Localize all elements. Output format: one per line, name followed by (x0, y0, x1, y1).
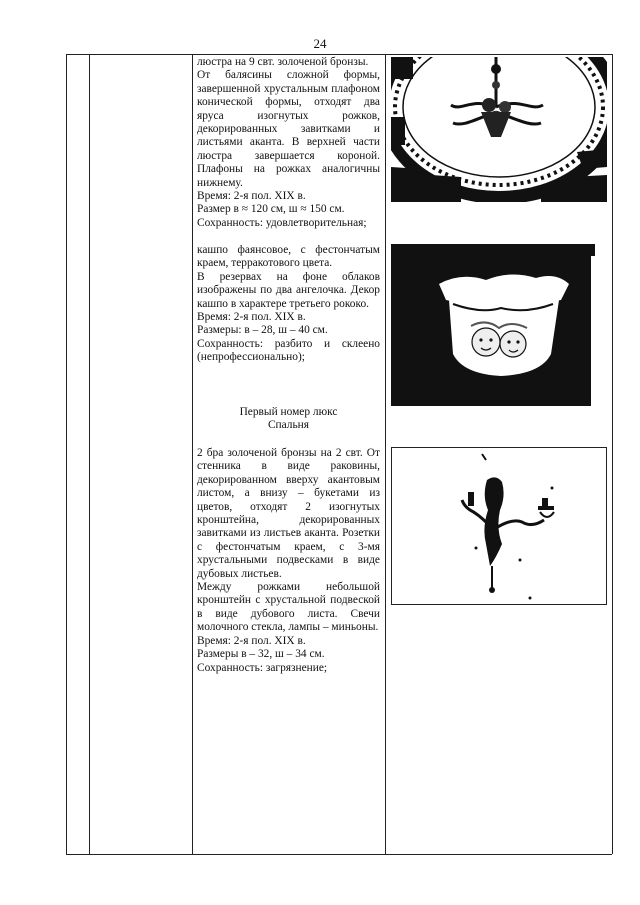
entry-line: Размер в ≈ 120 см, ш ≈ 150 см. (197, 203, 345, 216)
entry-line: Сохранность: удовлетворительная; (197, 216, 367, 229)
section-title: Первый номер люкс (239, 406, 338, 418)
entry-line: 2 бра золоченой бронзы на 2 свт. От стенника в виде раковины, декорированном вверху акантовым листом, а внизу – букетами из цветов, отходят 2 изогнутых кронштейна, декорированных завитками из листьев аканта. Розетки с фестончатым краем, с 3-мя хрустальными подвесками в виде дубовых листьев. (197, 447, 380, 580)
page-number: 24 (313, 36, 327, 51)
entry-line: люстра на 9 свт. золоченой бронзы. (197, 56, 369, 68)
table-col-line-5 (612, 54, 613, 854)
entry-sconces-description (197, 447, 380, 675)
entry-line: От балясины сложной формы, завершенной хрустальным плафоном конической формы, отходят два яруса изогнутых рожков, декорированных завитками и листьями аканта. В верхней части люстра завершается короной. Плафоны на рожках аналогичны нижнему. (197, 69, 380, 189)
cachepot-photo (391, 244, 607, 406)
sconce-photo (391, 447, 607, 605)
table-col-line-1 (66, 54, 67, 854)
table-col-line-3 (192, 54, 193, 854)
entry-line: Время: 2-я пол. XIX в. (197, 311, 306, 324)
entry-line: Размеры: в – 28, ш – 40 см. (197, 324, 328, 337)
entry-line: Между рожками небольшой кронштейн с хрустальной подвеской в виде дубового листа. Свечи молочного стекла, лампы – миньоны. (197, 581, 380, 634)
table-col-line-2 (89, 54, 90, 854)
entry-line: Размеры в – 32, ш – 34 см. (197, 648, 325, 661)
entry-line: Время: 2-я пол. XIX в. (197, 634, 306, 647)
entry-chandelier-description (197, 56, 380, 230)
section-subtitle: Спальня (267, 419, 310, 432)
chandelier-photo (391, 57, 607, 202)
entry-line: кашпо фаянсовое, с фестончатым краем, терракотового цвета. (197, 244, 380, 270)
table-top-border (66, 54, 612, 55)
entry-line: Время: 2-я пол. XIX в. (197, 190, 306, 203)
section-heading (197, 406, 380, 433)
entry-line: Сохранность: разбито и склеено (непрофессионально); (197, 337, 380, 364)
entry-line: Сохранность: загрязнение; (197, 661, 328, 674)
entry-line: В резервах на фоне облаков изображены по два ангелочка. Декор кашпо в характере третьего рококо. (197, 270, 380, 310)
table-col-line-4 (385, 54, 386, 854)
entry-cachepot-description (197, 244, 380, 365)
table-bottom-border (66, 854, 612, 855)
